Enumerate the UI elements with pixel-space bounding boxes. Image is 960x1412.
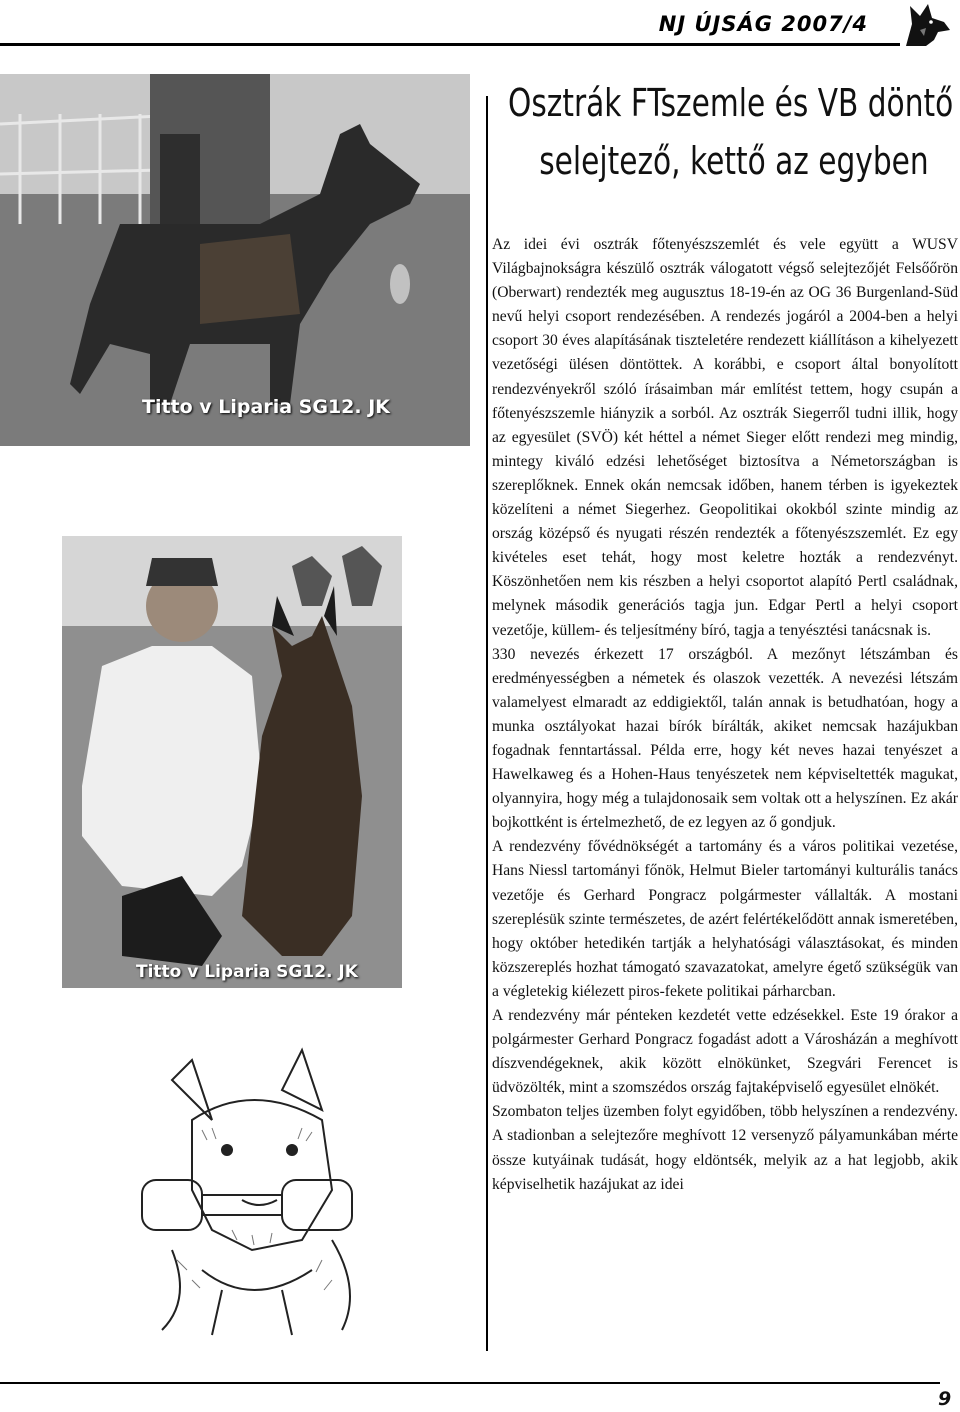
article-title-line-1: Osztrák FTszemle és VB döntő — [508, 81, 954, 125]
photo-dog-standing — [0, 74, 470, 446]
dog-head-logo-icon — [898, 0, 952, 48]
article-title — [508, 74, 954, 190]
article-title-line-2: selejtező, kettő az egyben — [539, 139, 929, 183]
article-paragraph: 330 nevezés érkezett 17 országból. A mezőnyt létszámban és eredményességben a németek és olaszok vezették. A nevezési létszám valamelyest elmaradt az eddigiektől, talán annak is betudhatóan, hogy a munka osztályokat hazai bírók bírálták, akiket nemcsak hazájukban fogadnak fenntartással. Példa erre, hogy két neves hazai tenyészet a Hawelkaweg és a Hohen-Haus tenyészetek nem képviseltették magukat, olyannyira, hogy még a tulajdonosaik sem voltak ott a helyszínen. Ez akár bojkottként is értelmezhető, de ez legyen az ő gondjuk. — [492, 645, 958, 832]
article-body — [492, 233, 958, 1197]
photo-man-with-dog — [62, 536, 402, 988]
article-paragraph: A rendezvény már pénteken kezdetét vette edzésekkel. Este 19 órakor a polgármester Gerhard Pongracz fogadást adott a Városházán a meghívott díszvendégeknek, akik között elnökünket, Szegvári Ferencet is üdvözölték, mint a szomszédos ország fajtaképviselő egyesület elnökét. — [492, 1007, 958, 1097]
article-paragraph: A rendezvény fővédnökségét a tartomány és a város politikai vezetése, Hans Niessl tartományi főnök, Helmut Bieler tartományi kulturális tanács vezetője és Gerhard Pongracz polgármester vállalták. A mostani szereplésük szinte természetes, de azért felértékelődött annak ismeretében, hogy október hetedikén tartják a helyhatósági választásokat, és minden közszereplés hozhat támogató szavazatokat, amelyre égető szükségük van a végletekig kiélezett piros-fekete politikai párharcban. — [492, 838, 958, 1000]
magazine-title: NJ ÚJSÁG 2007/4 — [658, 12, 868, 36]
page-number: 9 — [938, 1388, 952, 1410]
page-header — [0, 0, 958, 44]
footer-rule — [0, 1382, 940, 1384]
header-rule — [0, 43, 900, 46]
article-paragraph: Szombaton teljes üzemben folyt egyidőben, több helyszínen a rendezvény. A stadionban a selejtezőre meghívott 12 versenyző pályamunkában mérte össze kutyáinak tudását, hogy eldöntsék, melyik az a hat legjobb, akik képviselhetik hazájukat az idei — [492, 1103, 958, 1193]
article-paragraph: Az idei évi osztrák főtenyészszemlét és vele együtt a WUSV Világbajnokságra készülő osztrák válogatott végső selejtezőjét Felsőőrön (Oberwart) rendezték meg augusztus 18-19-én az OG 36 Burgenland-Süd nevű helyi csoport rendezésében. A rendezés jogáról a 2004-ben a helyi csoport 30 éves alapításának tiszteletére rendezett kiállításon a kihelyezett vezetőségi ülésen döntöttek. A korábbi, e csoport által bonyolított rendezvényekről szóló írásaimban már említést tettem, hogy csupán a főtenyészszemle hiányzik a sorból. Az osztrák Siegerről tudni illik, hogy az egyesület (SVÖ) két héttel a német Sieger előtt rendezi meg mindig, mintegy kiváló edzési lehetőséget biztosítva a Németországban is szereplőknek. Ennek okán nemcsak időben, hanem térben is igyekeztek közelíteni a német Siegerhez. Geopolitikai okokból szinte mindig az ország középső és nyugati részén rendezték a főtenyészszemlét. Ez egy kivételes eset tehát, hogy most keletre hozták a rendezvényt. Köszönhetően nem kis részben a helyi csoportot alapító Pertl családnak, melynek második generációs tagja jun. Edgar Pertl a helyi csoport vezetője, küllem- és teljesítmény bíró, tagja a tenyésztési tanácsnak is. — [492, 236, 958, 639]
photo-caption-1: Titto v Liparia SG12. JK — [142, 396, 391, 418]
column-divider — [486, 96, 488, 1351]
photo-caption-2: Titto v Liparia SG12. JK — [136, 962, 358, 982]
dog-drawing-illustration — [132, 1040, 382, 1340]
